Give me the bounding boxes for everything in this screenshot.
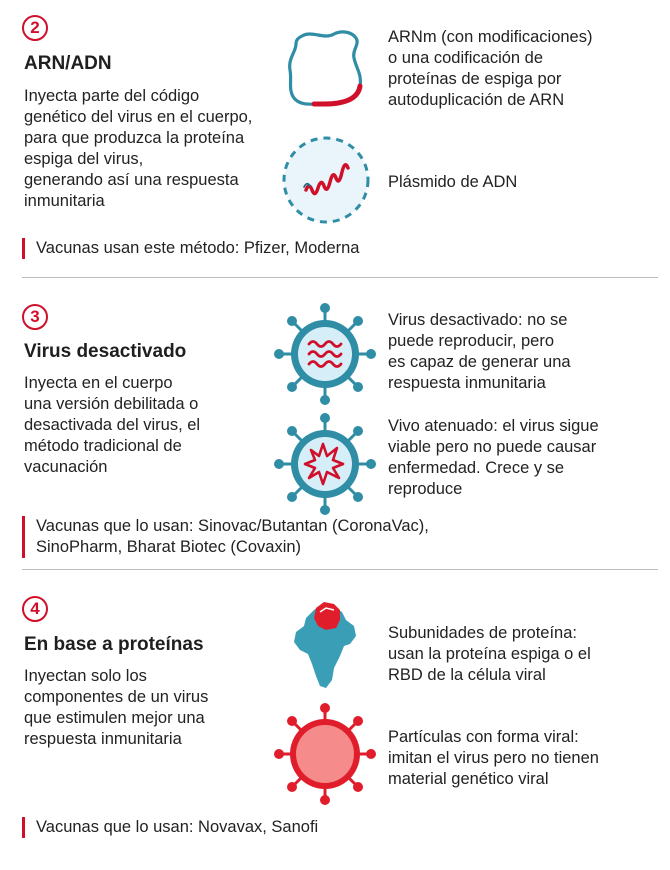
description-line: genético del virus en el cuerpo, — [24, 108, 253, 126]
label-line: material genético viral — [388, 770, 549, 788]
inactivated-virus-icon — [275, 304, 375, 404]
section-description-arn-adn — [24, 86, 252, 212]
method-line: Vacunas que lo usan: Novavax, Sanofi — [36, 818, 319, 836]
section-number-2: 2 — [22, 15, 48, 41]
label-line: imitan el virus pero no tienen — [388, 749, 599, 767]
method-line: SinoPharm, Bharat Biotec (Covaxin) — [36, 538, 302, 556]
description-line: vacunación — [24, 458, 108, 476]
description-line: que estimulen mejor una — [24, 709, 205, 727]
item-label-plasmid — [388, 172, 517, 193]
section-title-proteinas: En base a proteínas — [24, 634, 204, 655]
section-divider — [22, 569, 658, 570]
label-line: ARNm (con modificaciones) — [388, 28, 593, 46]
section-number-4: 4 — [22, 596, 48, 622]
description-line: componentes de un virus — [24, 688, 209, 706]
section-divider — [22, 277, 658, 278]
description-line: Inyecta en el cuerpo — [24, 374, 173, 392]
description-line: generando así una respuesta — [24, 171, 239, 189]
section-title-arn-adn: ARN/ADN — [24, 53, 112, 74]
label-line: Plásmido de ADN — [388, 173, 518, 191]
item-label-virus-like-particle — [388, 727, 599, 790]
description-line: Inyecta parte del código — [24, 87, 200, 105]
label-line: RBD de la célula viral — [388, 666, 546, 684]
item-label-inactivated — [388, 310, 571, 394]
attenuated-virus-icon — [275, 414, 375, 514]
section-title-virus-desactivado: Virus desactivado — [24, 341, 187, 362]
description-line: una versión debilitada o — [24, 395, 199, 413]
label-line: Partículas con forma viral: — [388, 728, 579, 746]
description-line: para que produzca la proteína — [24, 129, 245, 147]
virus-like-particle-icon — [275, 704, 375, 804]
label-line: Subunidades de proteína: — [388, 624, 577, 642]
method-line: Vacunas usan este método: Pfizer, Moderna — [36, 239, 360, 257]
label-line: o una codificación de — [388, 49, 544, 67]
vaccines-method-arn-adn — [22, 238, 359, 259]
description-line: desactivada del virus, el — [24, 416, 201, 434]
label-line: reproduce — [388, 480, 463, 498]
protein-subunit-icon — [286, 598, 366, 693]
label-line: enfermedad. Crece y se — [388, 459, 565, 477]
mrna-strand-icon — [282, 28, 372, 108]
description-line: Inyectan solo los — [24, 667, 147, 685]
description-line: respuesta inmunitaria — [24, 730, 182, 748]
description-line: inmunitaria — [24, 192, 105, 210]
label-line: Vivo atenuado: el virus sigue — [388, 417, 599, 435]
method-line: Vacunas que lo usan: Sinovac/Butantan (CoronaVac), — [36, 517, 429, 535]
label-line: puede reproducir, pero — [388, 332, 555, 350]
label-line: viable pero no puede causar — [388, 438, 597, 456]
label-line: respuesta inmunitaria — [388, 374, 546, 392]
vaccines-method-virus-desactivado — [22, 516, 429, 558]
description-line: espiga del virus, — [24, 150, 144, 168]
label-line: proteínas de espiga por — [388, 70, 562, 88]
item-label-attenuated — [388, 416, 599, 500]
section-description-proteinas — [24, 666, 208, 750]
label-line: es capaz de generar una — [388, 353, 571, 371]
section-description-virus-desactivado — [24, 373, 200, 478]
label-line: autoduplicación de ARN — [388, 91, 565, 109]
section-number-3: 3 — [22, 304, 48, 330]
label-line: Virus desactivado: no se — [388, 311, 568, 329]
dna-plasmid-icon — [276, 130, 376, 230]
vaccines-method-proteinas — [22, 817, 318, 838]
description-line: método tradicional de — [24, 437, 182, 455]
label-line: usan la proteína espiga o el — [388, 645, 591, 663]
item-label-protein-subunit — [388, 623, 591, 686]
item-label-mrna — [388, 27, 592, 111]
